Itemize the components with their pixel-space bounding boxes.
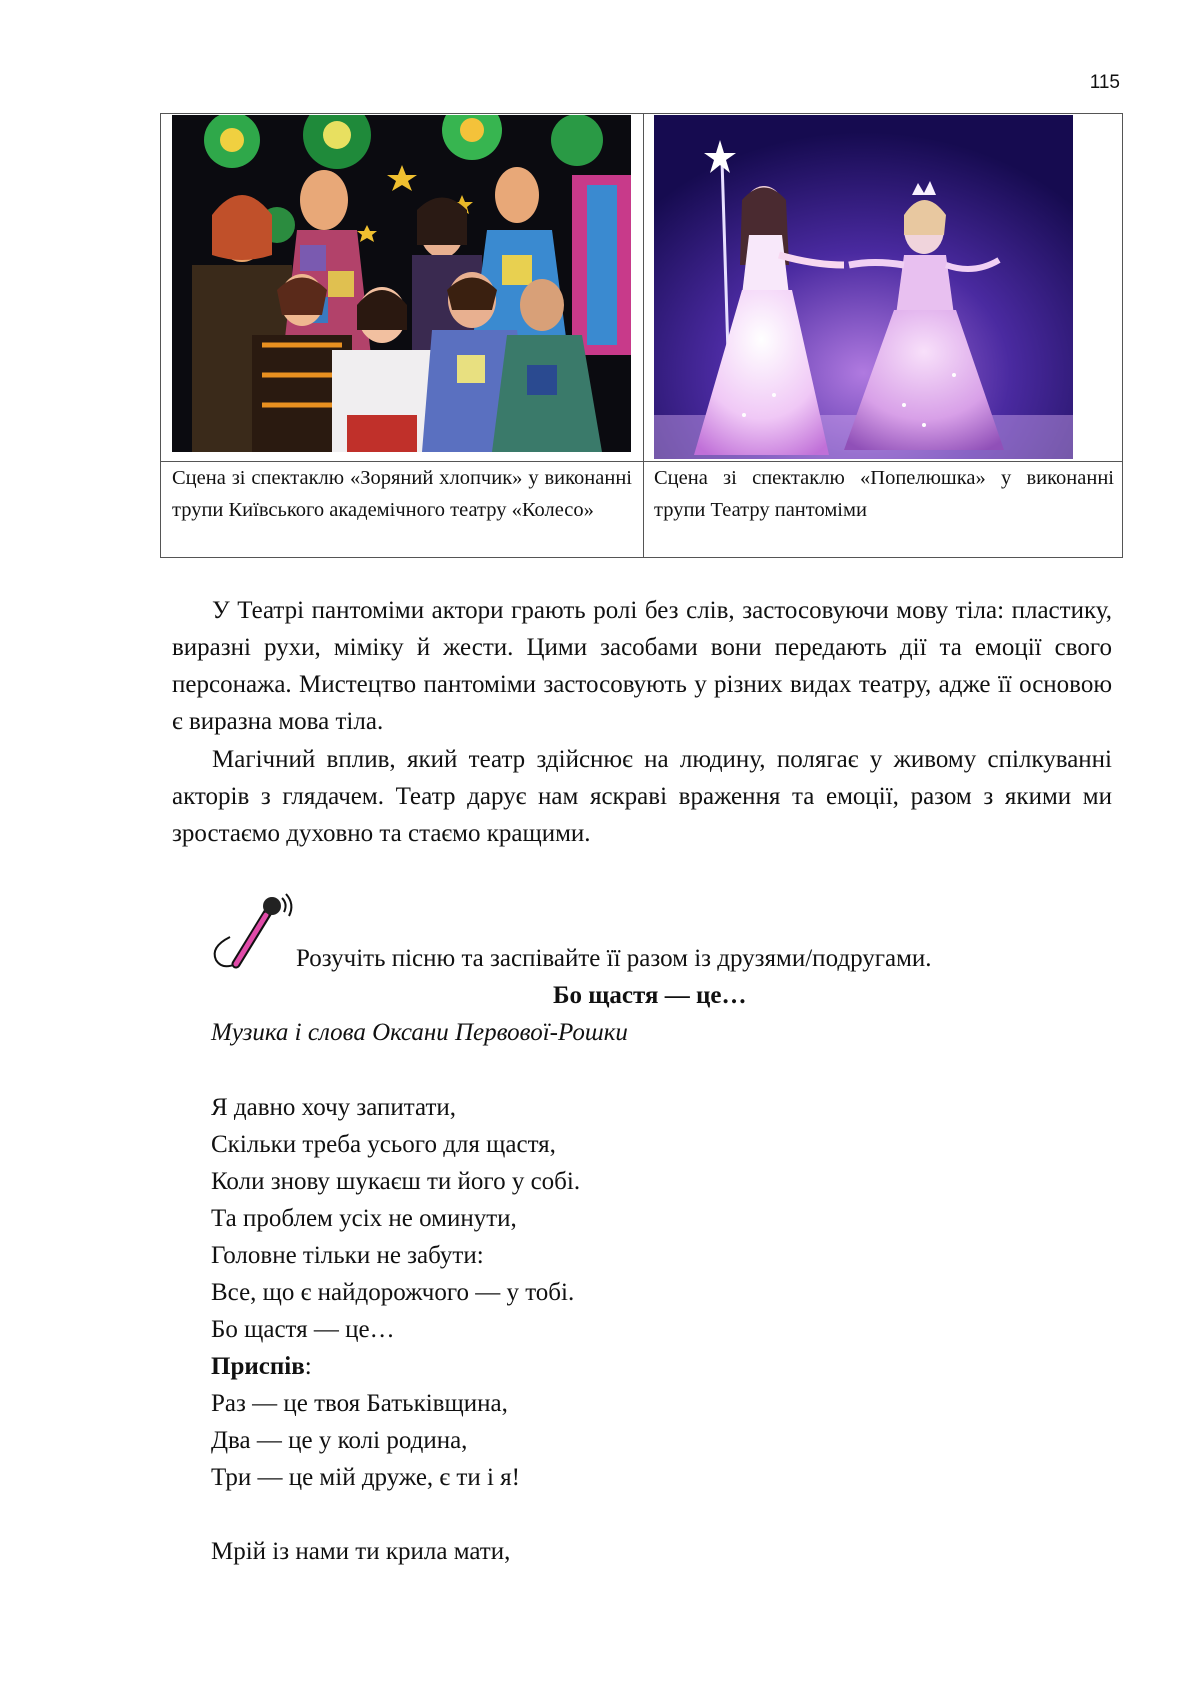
song-instruction: Розучіть пісню та заспівайте її разом із друзями/подругами. — [296, 945, 932, 972]
song-author: Музика і слова Оксани Первової-Рошки — [211, 1019, 628, 1046]
lyric-line: Два — це у колі родина, — [211, 1427, 468, 1454]
lyric-line: Та проблем усіх не оминути, — [211, 1205, 517, 1232]
lyric-line: Я давно хочу запитати, — [211, 1094, 457, 1121]
photo-table — [160, 113, 1123, 558]
paragraph-pantomime: У Театрі пантоміми актори грають ролі без слів, застосовуючи мову тіла: пластику, виразні рухи, міміку й жести. Цими засобами вони передають дії та емоції свого персонажа. Мистецтво пантоміми застосовують у різних видах театру, адже її основою є виразна мова тіла. — [172, 597, 1112, 735]
page-number: 115 — [1089, 72, 1120, 93]
lyric-line: Раз — це твоя Батьківщина, — [211, 1390, 508, 1417]
lyric-line: Мрій із нами ти крила мати, — [211, 1538, 511, 1565]
lyric-line: Бо щастя — це… — [211, 1316, 395, 1343]
chorus-colon: : — [304, 1353, 312, 1380]
lyric-line: Все, що є найдорожчого — у тобі. — [211, 1279, 575, 1306]
lyric-line: Скільки треба усього для щастя, — [211, 1131, 556, 1158]
table-divider-vertical — [643, 114, 644, 557]
microphone-icon — [208, 892, 298, 972]
chorus-label: Приспів — [211, 1353, 305, 1380]
photo-star-boy — [172, 115, 631, 452]
lyric-line: Три — це мій друже, є ти і я! — [211, 1464, 520, 1491]
paragraph-theatre-influence: Магічний вплив, який театр здійснює на людину, полягає у живому спілкуванні акторів з глядачем. Театр дарує нам яскраві враження та емоції, разом з якими ми зростаємо духовно та стаємо кращими. — [172, 746, 1112, 847]
caption-star-boy: Сцена зі спектаклю «Зоряний хлопчик» у виконанні трупи Київського академічного театру «Колесо» — [172, 467, 632, 521]
lyric-line: Головне тільки не забути: — [211, 1242, 484, 1269]
photo-cinderella — [654, 115, 1073, 459]
chorus-heading — [211, 1353, 312, 1381]
song-title: Бо щастя — це… — [553, 982, 747, 1009]
lyric-line: Коли знову шукаєш ти його у собі. — [211, 1168, 581, 1195]
caption-cinderella: Сцена зі спектаклю «Попелюшка» у виконанні трупи Театру пантоміми — [654, 467, 1114, 521]
